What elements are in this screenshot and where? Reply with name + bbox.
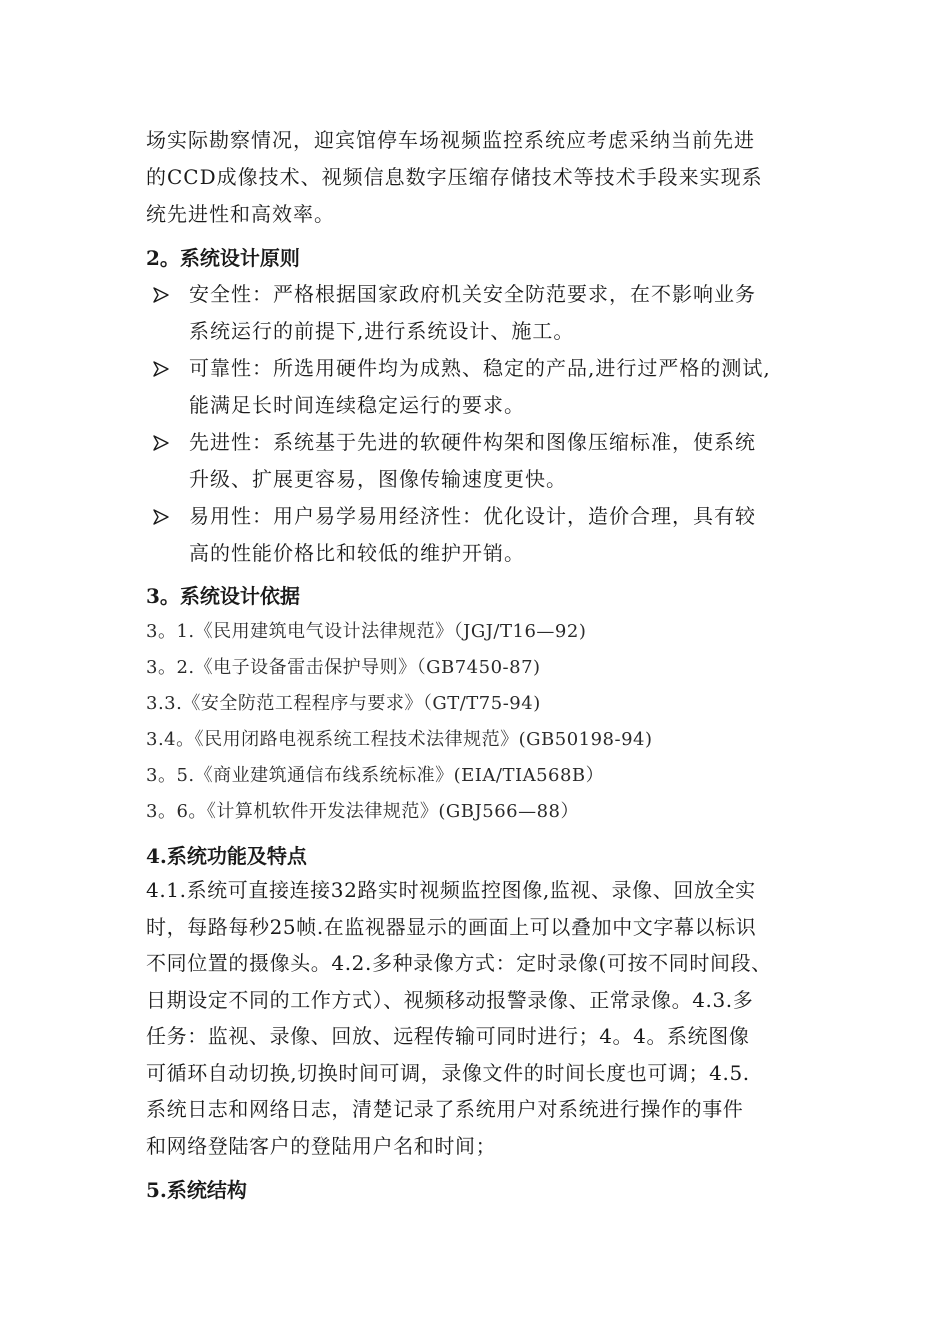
paragraph-line: 任务：监视、录像、回放、远程传输可同时进行；4。4。系统图像	[146, 1024, 750, 1048]
features-paragraph	[146, 872, 826, 1164]
paragraph-line: 和网络登陆客户的登陆用户名和时间；	[146, 1133, 497, 1158]
list-item-line: 先进性：系统基于先进的软硬件构架和图像压缩标准，使系统	[189, 430, 756, 454]
intro-line: 的CCD成像技术、视频信息数字压缩存储技术等技术手段来实现系	[146, 165, 763, 189]
intro-paragraph	[146, 122, 816, 233]
paragraph-line: 时，每路每秒25帧.在监视器显示的画面上可以叠加中文字幕以标识	[146, 914, 757, 939]
list-item-line: 升级、扩展更容易，图像传输速度更快。	[189, 467, 567, 491]
list-item	[146, 276, 826, 350]
paragraph-line: 可循环自动切换,切换时间可调，录像文件的时间长度也可调；4.5.	[146, 1060, 750, 1085]
paragraph-line: 系统日志和网络日志，清楚记录了系统用户对系统进行操作的事件	[146, 1097, 744, 1121]
paragraph-line: 日期设定不同的工作方式）、视频移动报警录像、正常录像。4.3.多	[146, 987, 754, 1012]
list-item-line: 能满足长时间连续稳定运行的要求。	[189, 393, 525, 417]
section-5-heading: 5.系统结构	[146, 1178, 247, 1202]
list-item-line: 可靠性：所选用硬件均为成熟、稳定的产品,进行过严格的测试,	[189, 356, 771, 380]
reference-item: 3。5.《商业建筑通信布线系统标准》(EIA/TIA568B）	[146, 765, 605, 786]
design-principles-list	[146, 276, 826, 572]
arrowhead-bullet-icon	[153, 435, 169, 451]
list-item	[146, 424, 826, 498]
list-item-line: 系统运行的前提下,进行系统设计、施工。	[189, 319, 575, 343]
intro-line: 统先进性和高效率。	[146, 202, 335, 226]
reference-item: 3。2.《电子设备雷击保护导则》（GB7450-87)	[146, 657, 541, 678]
reference-item: 3。1.《民用建筑电气设计法律规范》（JGJ/T16—92)	[146, 621, 587, 642]
design-basis-list	[146, 614, 653, 830]
reference-item: 3。6。《计算机软件开发法律规范》(GBJ566—88）	[146, 801, 580, 822]
arrowhead-bullet-icon	[153, 509, 169, 525]
list-item-line: 安全性：严格根据国家政府机关安全防范要求，在不影响业务	[189, 282, 756, 306]
reference-item: 3.3.《安全防范工程程序与要求》（GT/T75-94)	[146, 693, 541, 714]
section-3-heading: 3。系统设计依据	[146, 584, 300, 608]
list-item	[146, 350, 826, 424]
paragraph-line: 不同位置的摄像头。4.2.多种录像方式：定时录像(可按不同时间段、	[146, 951, 772, 975]
reference-item: 3.4。《民用闭路电视系统工程技术法律规范》(GB50198-94)	[146, 729, 653, 750]
arrowhead-bullet-icon	[153, 287, 169, 303]
list-item-line: 高的性能价格比和较低的维护开销。	[189, 541, 525, 565]
arrowhead-bullet-icon	[153, 361, 169, 377]
list-item-line: 易用性：用户易学易用经济性：优化设计，造价合理，具有较	[189, 504, 756, 528]
section-2-heading: 2。系统设计原则	[146, 246, 300, 270]
section-4-heading: 4.系统功能及特点	[146, 844, 307, 868]
list-item	[146, 498, 826, 572]
paragraph-line: 4.1.系统可直接连接32路实时视频监控图像,监视、录像、回放全实	[146, 878, 756, 902]
intro-line: 场实际勘察情况，迎宾馆停车场视频监控系统应考虑采纳当前先进	[146, 128, 755, 152]
